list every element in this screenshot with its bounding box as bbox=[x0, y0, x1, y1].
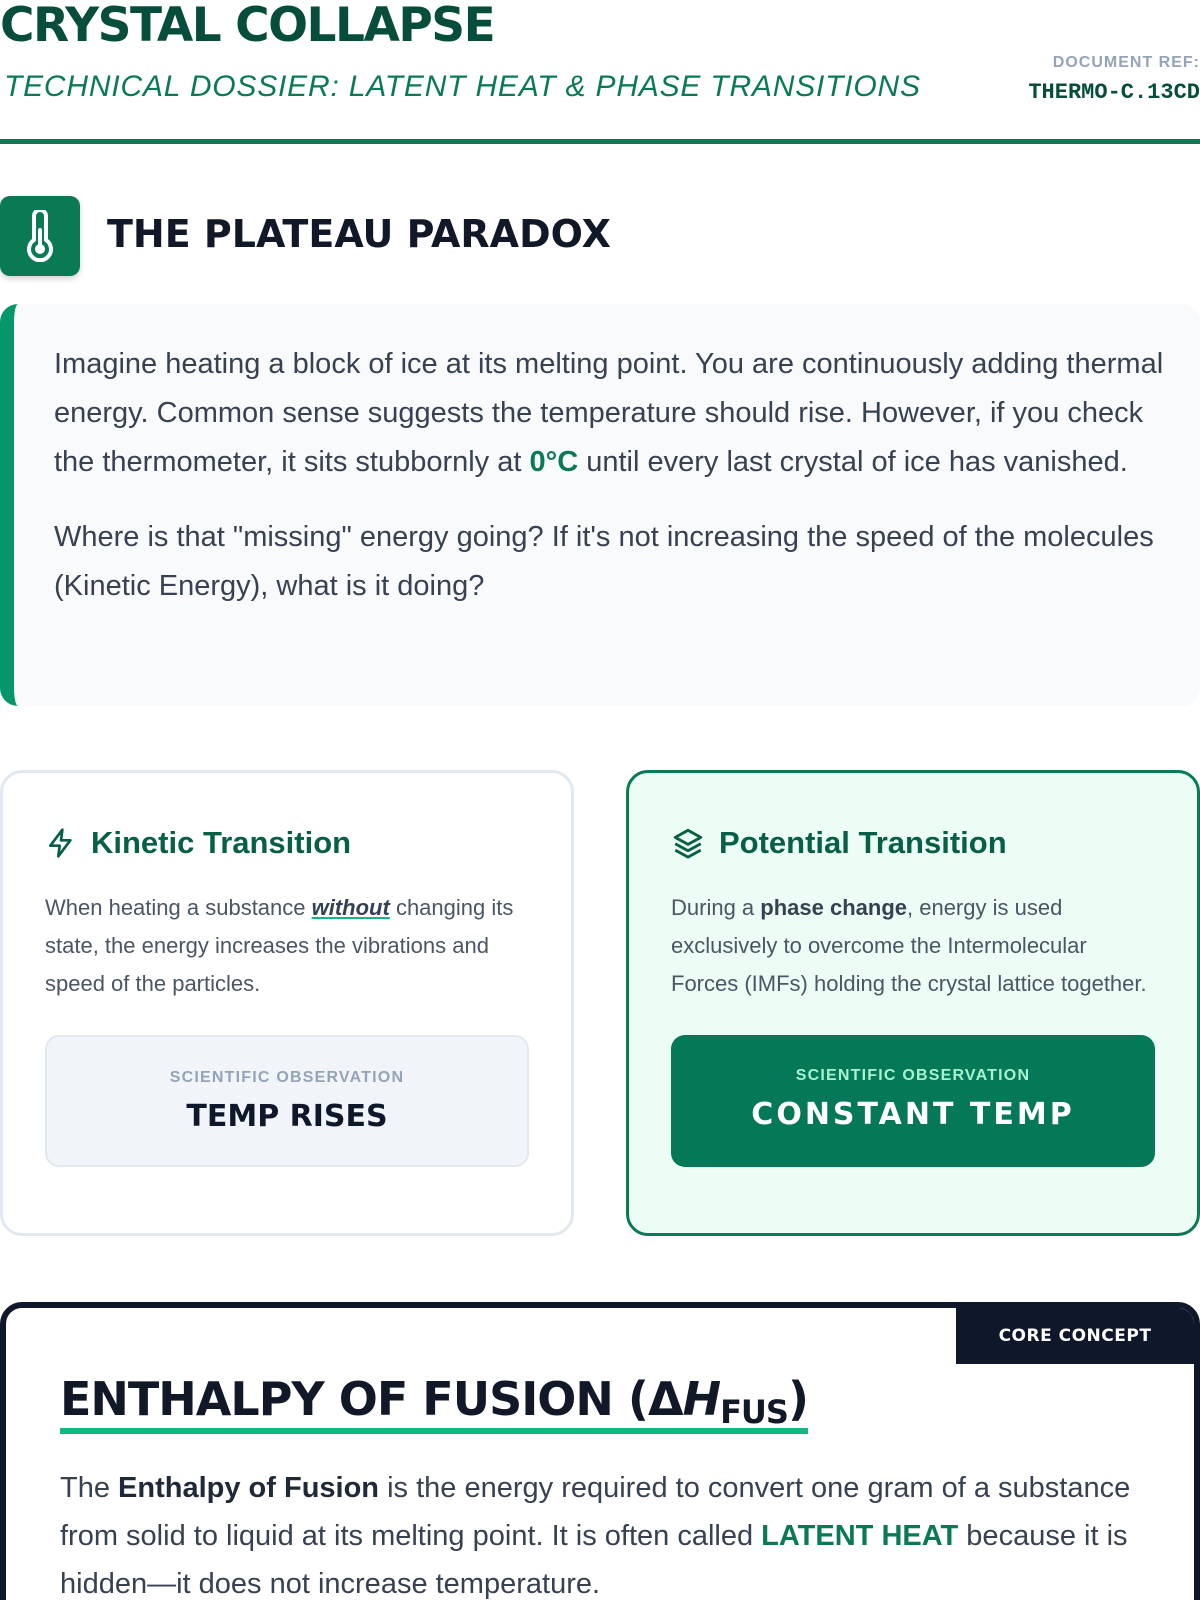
core-concept-title bbox=[60, 1372, 808, 1434]
paradox-text: until every last crystal of ice has vanished. bbox=[578, 446, 1128, 478]
phase-change-term: phase change bbox=[760, 895, 907, 920]
thermometer-icon bbox=[0, 196, 80, 276]
enthalpy-term: Enthalpy of Fusion bbox=[118, 1472, 380, 1504]
title-text: ) bbox=[787, 1372, 808, 1426]
observation-value: CONSTANT TEMP bbox=[751, 1097, 1075, 1132]
paradox-paragraph-2: Where is that "missing" energy going? If it's not increasing the speed of the molecules (Kinetic Energy), what is it doing? bbox=[54, 521, 1154, 602]
observation-label: SCIENTIFIC OBSERVATION bbox=[169, 1069, 405, 1086]
kinetic-transition-card bbox=[0, 770, 574, 1236]
card-description bbox=[45, 889, 529, 1003]
core-text: The bbox=[60, 1472, 119, 1504]
enthalpy-symbol: H bbox=[682, 1372, 721, 1426]
observation-panel bbox=[671, 1035, 1155, 1167]
card-text: During a bbox=[671, 895, 761, 920]
delta-symbol: Δ bbox=[647, 1372, 683, 1426]
observation-label: SCIENTIFIC OBSERVATION bbox=[795, 1067, 1031, 1084]
document-subtitle: TECHNICAL DOSSIER: LATENT HEAT & PHASE TRANSITIONS bbox=[4, 70, 921, 103]
card-text: , energy is used exclusively to overcome the Intermolecular Forces (IMFs) holding the crystal lattice together. bbox=[671, 895, 1147, 996]
emphasis-without: without bbox=[311, 895, 390, 920]
potential-transition-card bbox=[626, 770, 1200, 1236]
card-text: changing its state, the energy increases the vibrations and speed of the particles. bbox=[45, 895, 514, 996]
title-text: ENTHALPY OF FUSION ( bbox=[60, 1372, 648, 1426]
subscript-fus: FUS bbox=[720, 1393, 788, 1431]
card-header bbox=[671, 823, 1155, 863]
melting-point-value: 0°C bbox=[529, 446, 579, 478]
lightning-icon bbox=[45, 826, 77, 860]
card-header bbox=[45, 823, 529, 863]
core-concept-box bbox=[0, 1302, 1200, 1600]
core-text: because it is hidden—it does not increase temperature. bbox=[60, 1520, 1128, 1600]
core-concept-text bbox=[60, 1464, 1160, 1600]
latent-heat-term: LATENT HEAT bbox=[761, 1520, 959, 1552]
core-concept-badge: CORE CONCEPT bbox=[956, 1308, 1194, 1364]
core-text: is the energy required to convert one gram of a substance from solid to liquid at its melting point. It is often called bbox=[60, 1472, 1131, 1552]
paradox-text: Imagine heating a block of ice at its melting point. You are continuously adding thermal energy. Common sense suggests the temperature should rise. However, if you check the thermometer, it sits stubbornly at bbox=[54, 348, 1164, 478]
card-description bbox=[671, 889, 1155, 1003]
observation-value: TEMP RISES bbox=[186, 1099, 388, 1134]
document-ref-value: THERMO-C.13CD bbox=[1028, 80, 1200, 105]
layers-icon bbox=[671, 826, 705, 860]
document-title: CRYSTAL COLLAPSE bbox=[0, 0, 495, 53]
card-title: Potential Transition bbox=[719, 825, 1007, 860]
card-text: When heating a substance bbox=[45, 895, 312, 920]
section-title: THE PLATEAU PARADOX bbox=[107, 212, 611, 256]
observation-panel bbox=[45, 1035, 529, 1167]
document-ref-label: DOCUMENT REF: bbox=[1052, 54, 1200, 71]
paradox-paragraph-1 bbox=[54, 340, 1170, 487]
card-title: Kinetic Transition bbox=[91, 825, 352, 860]
document-header bbox=[0, 0, 1200, 144]
paradox-callout bbox=[0, 304, 1200, 706]
